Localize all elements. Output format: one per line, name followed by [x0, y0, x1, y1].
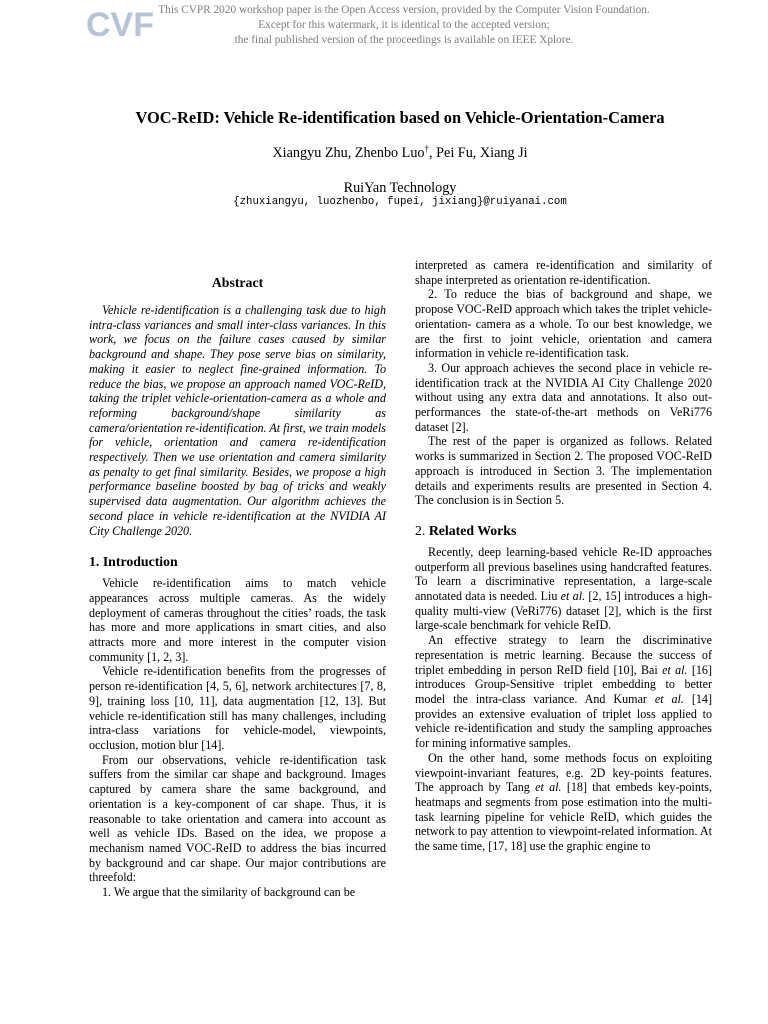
author-names-1: Xiangyu Zhu, Zhenbo Luo [272, 145, 425, 161]
contribution-3: 3. Our approach achieves the second place in vehicle re-identification track at the NVIDIA AI City Challenge 2020 without using any extra data and annotations. It also out-performances the state-of-the-art methods on VeRi776 dataset [2]. [415, 360, 712, 434]
affiliation: RuiYan Technology [343, 180, 457, 196]
watermark-line-1: This CVPR 2020 workshop paper is the Open Access version, provided by the Computer Vision Foundation. [158, 4, 650, 16]
paper-title: VOC-ReID: Vehicle Re-identification based on Vehicle-Orientation-Camera [135, 108, 665, 127]
author-emails: {zhuxiangyu, luozhenbo, fupei, jixiang}@ruiyanai.com [233, 196, 567, 208]
related-number: 2. [415, 522, 426, 538]
intro-title: Introduction [102, 554, 178, 570]
right-column [415, 258, 712, 854]
watermark-line-2: Except for this watermark, it is identical to the accepted version; [258, 19, 550, 31]
related-p2-etal-1: et al. [662, 662, 688, 677]
intro-paragraph-2: Vehicle re-identification benefits from the progresses of person re-identification [4, 5, 6], network architectures [7, 8, 9], training loss [10, 11], data augmentation [12, 13]. But vehicle re-identification still has many challenges, including intra-class variations for vehicle-model, viewpoints, occlusion, motion blur [14]. [89, 664, 386, 752]
related-heading [415, 522, 712, 539]
related-p2-text-a: An effective strategy to learn the discriminative representation is metric learning. Because the success of triplet embedding in person ReID field [10], Bai [415, 633, 712, 677]
intro-number: 1. [89, 554, 100, 570]
abstract-paragraph: Vehicle re-identification is a challenging task due to high intra-class variances and small inter-class variances. In this work, we focus on the failure cases caused by similar background and shape. They pose serve bias on similarity, making it easier to neglect fine-grained information. To reduce the bias, we propose an approach named VOC-ReID, taking the triplet vehicle-orientation-camera as a whole and reforming background/shape similarity as camera/orientation re-identification. At first, we train models for vehicle, orientation and camera re-identification respectively. Then we use orientation and camera similarity as penalty to get final similarity. Besides, we propose a high performance baseline boosted by bag of tricks and weakly supervised data augmentation. Our algorithm achieves the second place in vehicle re-identification at the NVIDIA AI City Challenge 2020. [89, 303, 386, 538]
contribution-1-cont: interpreted as camera re-identification and similarity of shape interpreted as orientation re-identification. [415, 258, 712, 287]
related-p1-text-a: Recently, deep learning-based vehicle Re-ID approaches outperform all previous baselines using handcrafted features. To learn a discriminative representation, a large-scale annotated data is needed. Liu [415, 544, 712, 604]
related-p1-etal: et al. [560, 589, 586, 604]
related-p3-etal: et al. [535, 780, 562, 795]
paper-organization: The rest of the paper is organized as follows. Related works is summarized in Section 2. The proposed VOC-ReID approach is introduced in Section 3. The implementation details and experiments results are presented in Section 4. The conclusion is in Section 5. [415, 434, 712, 508]
related-paragraph-2 [415, 633, 712, 751]
corresponding-author-mark: † [424, 143, 430, 154]
abstract-body [89, 303, 386, 538]
related-p3-text-a: On the other hand, some methods focus on exploiting viewpoint-invariant features, e.g. 2D key-points features. The approach by Tang [415, 750, 712, 795]
related-p1-text-b: [2, 15] introduces a high-quality multi-view (VeRi776) dataset [2], which is the first large-scale benchmark for vehicle ReID. [415, 589, 712, 633]
related-paragraph-1 [415, 545, 712, 633]
related-title: Related Works [428, 522, 517, 538]
related-p2-text-c: [14] provides an extensive evaluation of triplet loss applied to vehicle re-identification and study the sampling approaches for mining informative samples. [415, 691, 713, 751]
contribution-2: 2. To reduce the bias of background and shape, we propose VOC-ReID approach which takes the triplet vehicle-orientation- camera as a whole. To our best knowledge, we are the first to joint vehicle, orientation and camera information in vehicle re-identification task. [415, 287, 712, 361]
related-p2-text-b: [16] introduces Group-Sensitive triplet embedding to better model the intra-class variance. And Kumar [415, 662, 713, 706]
intro-paragraph-3: From our observations, vehicle re-identification task suffers from the similar car shape and background. Images captured by camera share the same background, and orientation is a key-component of car shape. Thus, it is reasonable to take orientation and camera into account as well as vehicle IDs. Based on the idea, we propose a mechanism named VOC-ReID to address the bias incurred by background and car shape. Our major contributions are threefold: [89, 752, 386, 885]
abstract-heading: Abstract [211, 275, 264, 290]
cvf-logo-text: CVF [86, 6, 154, 44]
related-p2-etal-2: et al. [654, 691, 684, 706]
related-p3-text-b: [18] that embeds key-points, heatmaps and segments from pose estimation into the multi-task learning pipeline for vehicle ReID, which guides the network to pay attention to viewpoint-related information. At the same time, [17, 18] use the graphic engine to [415, 780, 713, 854]
intro-paragraph-1: Vehicle re-identification aims to match vehicle appearances across multiple cameras. As the widely deployment of cameras throughout the cities’ roads, the task has more and more applications in smart cities, and also attracts more and more interest in the computer vision community [1, 2, 3]. [89, 576, 386, 664]
cvf-logo [84, 4, 154, 44]
intro-heading [89, 553, 386, 570]
author-names-2: , Pei Fu, Xiang Ji [429, 145, 528, 161]
related-paragraph-3 [415, 751, 712, 854]
watermark-line-3: the final published version of the proceedings is available on IEEE Xplore. [234, 34, 574, 46]
open-access-watermark [140, 3, 668, 48]
author-list [40, 144, 760, 162]
contribution-1-start: 1. We argue that the similarity of background can be [102, 885, 356, 900]
left-column [89, 258, 386, 900]
